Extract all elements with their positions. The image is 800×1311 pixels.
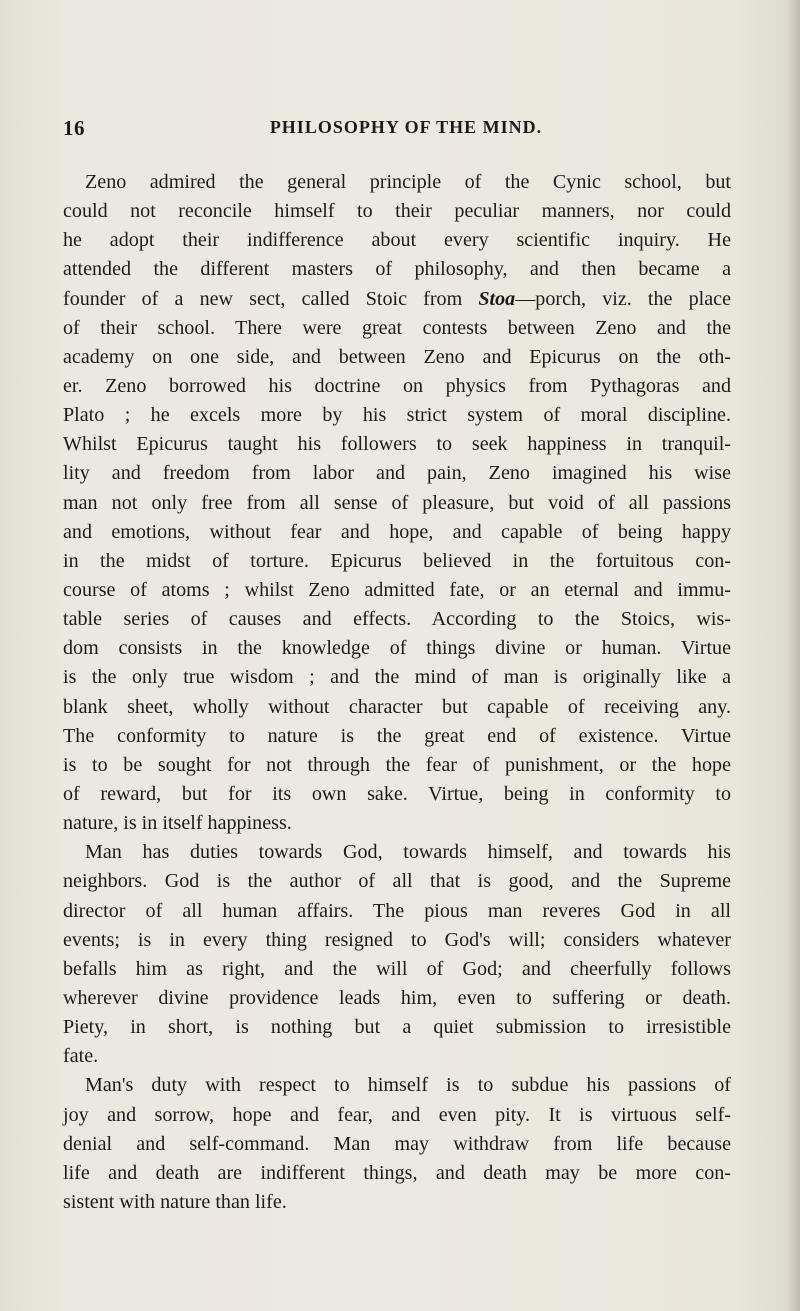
text-line-paragraph-end: nature, is in itself happiness. — [63, 812, 292, 835]
text-line: is to be sought for not through the fear of punishment, or the hope — [63, 753, 731, 776]
page-number: 16 — [63, 116, 85, 140]
body-text — [63, 168, 731, 1217]
text-line: academy on one side, and between Zeno and Epicurus on the oth- — [63, 345, 731, 368]
text-line: he adopt their indifference about every scientific inquiry. He — [63, 229, 731, 252]
text-segment: —porch, viz. the place — [515, 287, 731, 310]
text-line: of reward, but for its own sake. Virtue, being in conformity to — [63, 782, 731, 805]
text-line: The conformity to nature is the great end of existence. Virtue — [63, 724, 731, 747]
text-line: befalls him as right, and the will of God; and cheerfully follows — [63, 957, 731, 980]
text-line: Man's duty with respect to himself is to subdue his passions of — [85, 1074, 731, 1097]
text-line: joy and sorrow, hope and fear, and even pity. It is virtuous self- — [63, 1103, 731, 1126]
text-line: table series of causes and effects. According to the Stoics, wis- — [63, 608, 731, 631]
text-line: in the midst of torture. Epicurus believed in the fortuitous con- — [63, 549, 731, 572]
emphasized-word: Stoa — [478, 287, 516, 310]
text-line: denial and self-command. Man may withdraw from life because — [63, 1132, 731, 1155]
text-line: wherever divine providence leads him, even to suffering or death. — [63, 986, 731, 1009]
text-line: Whilst Epicurus taught his followers to seek happiness in tranquil- — [63, 433, 731, 456]
text-line: blank sheet, wholly without character but capable of receiving any. — [63, 695, 731, 718]
text-line: Piety, in short, is nothing but a quiet submission to irresistible — [63, 1016, 731, 1039]
text-line: Plato ; he excels more by his strict system of moral discipline. — [63, 404, 731, 427]
text-line: dom consists in the knowledge of things divine or human. Virtue — [63, 637, 731, 660]
page-edge-shadow — [786, 0, 800, 1311]
text-segment: founder of a new sect, called Stoic from — [63, 287, 479, 310]
text-line: lity and freedom from labor and pain, Zeno imagined his wise — [63, 462, 731, 485]
text-line: is the only true wisdom ; and the mind of man is originally like a — [63, 666, 731, 689]
text-line: neighbors. God is the author of all that is good, and the Supreme — [63, 870, 731, 893]
text-line-paragraph-end: sistent with nature than life. — [63, 1190, 287, 1213]
text-line: course of atoms ; whilst Zeno admitted fate, or an eternal and immu- — [63, 578, 731, 601]
running-head — [63, 116, 729, 146]
text-line: er. Zeno borrowed his doctrine on physics from Pythagoras and — [63, 374, 731, 397]
text-line: Zeno admired the general principle of the Cynic school, but — [85, 171, 731, 193]
running-title: PHILOSOPHY OF THE MIND. — [269, 117, 543, 137]
text-line: director of all human affairs. The pious man reveres God in all — [63, 899, 731, 922]
text-line-with-emphasis — [63, 285, 731, 314]
text-line-paragraph-end: fate. — [63, 1045, 99, 1068]
text-line: attended the different masters of philosophy, and then became a — [63, 258, 731, 281]
text-line: and emotions, without fear and hope, and capable of being happy — [63, 520, 731, 543]
text-line: of their school. There were great contests between Zeno and the — [63, 316, 731, 339]
text-line: man not only free from all sense of pleasure, but void of all passions — [63, 491, 731, 514]
text-line: could not reconcile himself to their peculiar manners, nor could — [63, 200, 731, 223]
text-line: Man has duties towards God, towards himself, and towards his — [85, 841, 731, 864]
text-line: events; is in every thing resigned to God's will; considers whatever — [63, 928, 731, 951]
text-line: life and death are indifferent things, and death may be more con- — [63, 1161, 731, 1184]
